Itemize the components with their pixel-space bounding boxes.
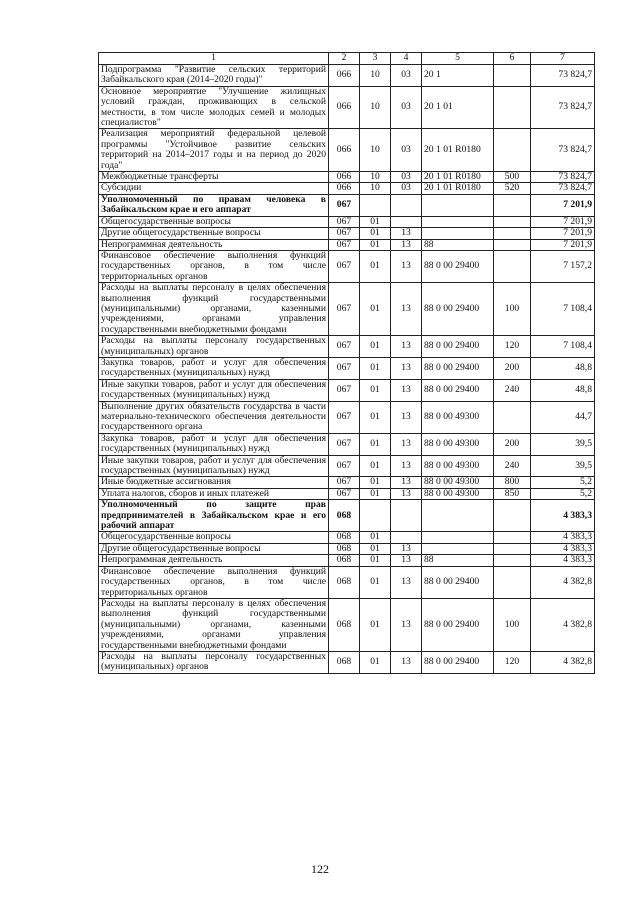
amount-cell: 39,5 bbox=[531, 433, 595, 455]
expense-type-cell: 850 bbox=[494, 488, 531, 499]
department-code-cell: 067 bbox=[329, 357, 360, 379]
table-row bbox=[99, 433, 595, 455]
subsection-code-cell: 13 bbox=[391, 239, 422, 250]
department-code-cell: 067 bbox=[329, 239, 360, 250]
department-code-cell: 068 bbox=[329, 566, 360, 598]
department-code-cell: 067 bbox=[329, 433, 360, 455]
table-row bbox=[99, 357, 595, 379]
department-code-cell: 067 bbox=[329, 283, 360, 336]
target-article-cell: 20 1 01 bbox=[422, 86, 494, 129]
budget-table bbox=[98, 52, 595, 674]
target-article-cell: 88 0 00 29400 bbox=[422, 379, 494, 401]
department-code-cell: 067 bbox=[329, 488, 360, 499]
table-row bbox=[99, 401, 595, 433]
table-row bbox=[99, 216, 595, 227]
table-row bbox=[99, 379, 595, 401]
expense-type-cell: 200 bbox=[494, 433, 531, 455]
table-row bbox=[99, 172, 595, 183]
section-code-cell: 01 bbox=[360, 433, 391, 455]
subsection-code-cell: 03 bbox=[391, 172, 422, 183]
expense-type-cell bbox=[494, 228, 531, 239]
target-article-cell bbox=[422, 532, 494, 543]
subsection-code-cell bbox=[391, 216, 422, 227]
target-article-cell bbox=[422, 543, 494, 554]
section-code-cell: 01 bbox=[360, 532, 391, 543]
expense-name-cell: Непрограммная деятельность bbox=[99, 239, 329, 250]
target-article-cell: 88 0 00 29400 bbox=[422, 336, 494, 358]
section-code-cell: 10 bbox=[360, 129, 391, 172]
amount-cell: 5,2 bbox=[531, 477, 595, 488]
expense-type-cell bbox=[494, 129, 531, 172]
amount-cell: 4 382,8 bbox=[531, 598, 595, 651]
amount-cell: 7 201,9 bbox=[531, 228, 595, 239]
department-code-cell: 067 bbox=[329, 455, 360, 477]
expense-name-cell: Реализация мероприятий федеральной целевой программы "Устойчивое развитие сельских территорий на 2014–2017 годы и на период до 2020 года" bbox=[99, 129, 329, 172]
table-row bbox=[99, 239, 595, 250]
amount-cell: 7 157,2 bbox=[531, 250, 595, 282]
expense-name-cell: Закупка товаров, работ и услуг для обеспечения государственных (муниципальных) нужд bbox=[99, 433, 329, 455]
target-article-cell bbox=[422, 216, 494, 227]
expense-name-cell: Основное мероприятие "Улучшение жилищных условий граждан, проживающих в сельской местности, в том числе молодых семей и молодых специалистов" bbox=[99, 86, 329, 129]
column-number-7: 7 bbox=[531, 53, 595, 65]
expense-type-cell bbox=[494, 543, 531, 554]
section-code-cell: 10 bbox=[360, 172, 391, 183]
target-article-cell bbox=[422, 194, 494, 216]
table-row bbox=[99, 598, 595, 651]
expense-type-cell: 200 bbox=[494, 357, 531, 379]
expense-type-cell: 100 bbox=[494, 283, 531, 336]
target-article-cell: 88 0 00 29400 bbox=[422, 598, 494, 651]
amount-cell: 4 383,3 bbox=[531, 500, 595, 532]
section-code-cell: 01 bbox=[360, 228, 391, 239]
subsection-code-cell: 03 bbox=[391, 129, 422, 172]
target-article-cell: 20 1 01 R0180 bbox=[422, 129, 494, 172]
target-article-cell: 88 0 00 29400 bbox=[422, 283, 494, 336]
expense-type-cell: 240 bbox=[494, 379, 531, 401]
subsection-code-cell: 13 bbox=[391, 566, 422, 598]
subsection-code-cell: 13 bbox=[391, 336, 422, 358]
target-article-cell: 88 0 00 49300 bbox=[422, 401, 494, 433]
expense-type-cell: 800 bbox=[494, 477, 531, 488]
amount-cell: 4 382,8 bbox=[531, 651, 595, 673]
expense-type-cell: 240 bbox=[494, 455, 531, 477]
subsection-code-cell: 13 bbox=[391, 598, 422, 651]
expense-name-cell: Выполнение других обязательств государства в части материально-технического обеспечения деятельности государственного органа bbox=[99, 401, 329, 433]
table-row bbox=[99, 455, 595, 477]
table-row bbox=[99, 543, 595, 554]
department-code-cell: 066 bbox=[329, 86, 360, 129]
amount-cell: 5,2 bbox=[531, 488, 595, 499]
target-article-cell: 20 1 01 R0180 bbox=[422, 183, 494, 194]
section-code-cell: 01 bbox=[360, 455, 391, 477]
column-number-1: 1 bbox=[99, 53, 329, 65]
expense-type-cell bbox=[494, 86, 531, 129]
amount-cell: 7 108,4 bbox=[531, 336, 595, 358]
expense-name-cell: Расходы на выплаты персоналу в целях обеспечения выполнения функций государственными (муниципальными) органами, казенными учреждениями, органами управления государственными внебюджетными фондами bbox=[99, 598, 329, 651]
section-code-cell: 01 bbox=[360, 401, 391, 433]
amount-cell: 73 824,7 bbox=[531, 129, 595, 172]
department-code-cell: 066 bbox=[329, 172, 360, 183]
expense-type-cell: 120 bbox=[494, 651, 531, 673]
expense-name-cell: Иные бюджетные ассигнования bbox=[99, 477, 329, 488]
amount-cell: 7 108,4 bbox=[531, 283, 595, 336]
amount-cell: 39,5 bbox=[531, 455, 595, 477]
amount-cell: 7 201,9 bbox=[531, 216, 595, 227]
expense-name-cell: Расходы на выплаты персоналу государственных (муниципальных) органов bbox=[99, 336, 329, 358]
amount-cell: 7 201,9 bbox=[531, 239, 595, 250]
table-row bbox=[99, 86, 595, 129]
table-row bbox=[99, 336, 595, 358]
column-number-4: 4 bbox=[391, 53, 422, 65]
table-row bbox=[99, 532, 595, 543]
department-code-cell: 067 bbox=[329, 336, 360, 358]
department-code-cell: 068 bbox=[329, 543, 360, 554]
subsection-code-cell: 03 bbox=[391, 86, 422, 129]
expense-type-cell bbox=[494, 194, 531, 216]
expense-name-cell: Подпрограмма "Развитие сельских территорий Забайкальского края (2014–2020 годы)" bbox=[99, 65, 329, 87]
subsection-code-cell: 13 bbox=[391, 401, 422, 433]
table-row bbox=[99, 183, 595, 194]
subsection-code-cell: 03 bbox=[391, 65, 422, 87]
expense-name-cell: Иные закупки товаров, работ и услуг для обеспечения государственных (муниципальных) нужд bbox=[99, 455, 329, 477]
expense-type-cell bbox=[494, 250, 531, 282]
expense-name-cell: Общегосударственные вопросы bbox=[99, 532, 329, 543]
section-code-cell bbox=[360, 194, 391, 216]
section-code-cell: 01 bbox=[360, 488, 391, 499]
department-code-cell: 067 bbox=[329, 401, 360, 433]
column-number-6: 6 bbox=[494, 53, 531, 65]
target-article-cell: 88 bbox=[422, 239, 494, 250]
subsection-code-cell: 13 bbox=[391, 379, 422, 401]
amount-cell: 44,7 bbox=[531, 401, 595, 433]
department-code-cell: 068 bbox=[329, 500, 360, 532]
amount-cell: 73 824,7 bbox=[531, 65, 595, 87]
expense-type-cell bbox=[494, 555, 531, 566]
expense-type-cell bbox=[494, 239, 531, 250]
expense-type-cell bbox=[494, 65, 531, 87]
expense-name-cell: Уполномоченный по защите прав предпринимателей в Забайкальском крае и его рабочий аппарат bbox=[99, 500, 329, 532]
target-article-cell bbox=[422, 500, 494, 532]
target-article-cell: 88 0 00 29400 bbox=[422, 566, 494, 598]
amount-cell: 48,8 bbox=[531, 357, 595, 379]
expense-name-cell: Закупка товаров, работ и услуг для обеспечения государственных (муниципальных) нужд bbox=[99, 357, 329, 379]
amount-cell: 4 383,3 bbox=[531, 555, 595, 566]
subsection-code-cell: 13 bbox=[391, 433, 422, 455]
department-code-cell: 068 bbox=[329, 532, 360, 543]
department-code-cell: 066 bbox=[329, 65, 360, 87]
section-code-cell: 10 bbox=[360, 65, 391, 87]
expense-type-cell bbox=[494, 566, 531, 598]
table-row bbox=[99, 65, 595, 87]
amount-cell: 73 824,7 bbox=[531, 172, 595, 183]
amount-cell: 7 201,9 bbox=[531, 194, 595, 216]
department-code-cell: 067 bbox=[329, 228, 360, 239]
section-code-cell bbox=[360, 500, 391, 532]
subsection-code-cell: 13 bbox=[391, 228, 422, 239]
expense-type-cell bbox=[494, 532, 531, 543]
table-row bbox=[99, 129, 595, 172]
expense-name-cell: Общегосударственные вопросы bbox=[99, 216, 329, 227]
expense-name-cell: Уполномоченный по правам человека в Забайкальском крае и его аппарат bbox=[99, 194, 329, 216]
section-code-cell: 01 bbox=[360, 336, 391, 358]
table-row bbox=[99, 283, 595, 336]
section-code-cell: 01 bbox=[360, 555, 391, 566]
section-code-cell: 01 bbox=[360, 239, 391, 250]
expense-type-cell bbox=[494, 216, 531, 227]
expense-type-cell bbox=[494, 500, 531, 532]
table-row bbox=[99, 500, 595, 532]
department-code-cell: 067 bbox=[329, 477, 360, 488]
subsection-code-cell: 13 bbox=[391, 357, 422, 379]
department-code-cell: 066 bbox=[329, 129, 360, 172]
target-article-cell: 88 0 00 49300 bbox=[422, 477, 494, 488]
subsection-code-cell: 13 bbox=[391, 455, 422, 477]
table-row bbox=[99, 566, 595, 598]
section-code-cell: 01 bbox=[360, 598, 391, 651]
subsection-code-cell: 13 bbox=[391, 651, 422, 673]
expense-name-cell: Иные закупки товаров, работ и услуг для обеспечения государственных (муниципальных) нужд bbox=[99, 379, 329, 401]
department-code-cell: 066 bbox=[329, 183, 360, 194]
section-code-cell: 10 bbox=[360, 86, 391, 129]
subsection-code-cell: 13 bbox=[391, 283, 422, 336]
amount-cell: 73 824,7 bbox=[531, 86, 595, 129]
column-number-2: 2 bbox=[329, 53, 360, 65]
subsection-code-cell: 13 bbox=[391, 477, 422, 488]
subsection-code-cell bbox=[391, 500, 422, 532]
expense-name-cell: Другие общегосударственные вопросы bbox=[99, 543, 329, 554]
expense-name-cell: Межбюджетные трансферты bbox=[99, 172, 329, 183]
table-row bbox=[99, 651, 595, 673]
page-number: 122 bbox=[311, 862, 329, 876]
department-code-cell: 068 bbox=[329, 555, 360, 566]
table-row bbox=[99, 228, 595, 239]
section-code-cell: 01 bbox=[360, 250, 391, 282]
table-row bbox=[99, 555, 595, 566]
target-article-cell: 88 0 00 49300 bbox=[422, 433, 494, 455]
expense-name-cell: Другие общегосударственные вопросы bbox=[99, 228, 329, 239]
amount-cell: 4 382,8 bbox=[531, 566, 595, 598]
subsection-code-cell: 13 bbox=[391, 543, 422, 554]
target-article-cell: 88 0 00 29400 bbox=[422, 250, 494, 282]
department-code-cell: 067 bbox=[329, 250, 360, 282]
subsection-code-cell: 13 bbox=[391, 250, 422, 282]
department-code-cell: 068 bbox=[329, 651, 360, 673]
section-code-cell: 10 bbox=[360, 183, 391, 194]
target-article-cell: 88 0 00 29400 bbox=[422, 357, 494, 379]
expense-name-cell: Уплата налогов, сборов и иных платежей bbox=[99, 488, 329, 499]
subsection-code-cell: 03 bbox=[391, 183, 422, 194]
target-article-cell: 20 1 bbox=[422, 65, 494, 87]
expense-type-cell: 500 bbox=[494, 172, 531, 183]
section-code-cell: 01 bbox=[360, 357, 391, 379]
table-header-row bbox=[99, 53, 595, 65]
column-number-3: 3 bbox=[360, 53, 391, 65]
department-code-cell: 068 bbox=[329, 598, 360, 651]
expense-name-cell: Расходы на выплаты персоналу государственных (муниципальных) органов bbox=[99, 651, 329, 673]
expense-type-cell: 100 bbox=[494, 598, 531, 651]
section-code-cell: 01 bbox=[360, 379, 391, 401]
column-number-5: 5 bbox=[422, 53, 494, 65]
table-row bbox=[99, 488, 595, 499]
amount-cell: 4 383,3 bbox=[531, 532, 595, 543]
expense-name-cell: Субсидии bbox=[99, 183, 329, 194]
amount-cell: 73 824,7 bbox=[531, 183, 595, 194]
subsection-code-cell bbox=[391, 532, 422, 543]
department-code-cell: 067 bbox=[329, 216, 360, 227]
expense-name-cell: Расходы на выплаты персоналу в целях обеспечения выполнения функций государственными (муниципальными) органами, казенными учреждениями, органами управления государственными внебюджетными фондами bbox=[99, 283, 329, 336]
table-row bbox=[99, 250, 595, 282]
expense-type-cell bbox=[494, 401, 531, 433]
section-code-cell: 01 bbox=[360, 651, 391, 673]
expense-type-cell: 520 bbox=[494, 183, 531, 194]
target-article-cell: 88 0 00 49300 bbox=[422, 455, 494, 477]
target-article-cell: 88 0 00 49300 bbox=[422, 488, 494, 499]
section-code-cell: 01 bbox=[360, 566, 391, 598]
amount-cell: 48,8 bbox=[531, 379, 595, 401]
subsection-code-cell bbox=[391, 194, 422, 216]
expense-type-cell: 120 bbox=[494, 336, 531, 358]
target-article-cell: 88 bbox=[422, 555, 494, 566]
table-row bbox=[99, 477, 595, 488]
section-code-cell: 01 bbox=[360, 477, 391, 488]
target-article-cell bbox=[422, 228, 494, 239]
department-code-cell: 067 bbox=[329, 379, 360, 401]
target-article-cell: 20 1 01 R0180 bbox=[422, 172, 494, 183]
target-article-cell: 88 0 00 29400 bbox=[422, 651, 494, 673]
expense-name-cell: Непрограммная деятельность bbox=[99, 555, 329, 566]
subsection-code-cell: 13 bbox=[391, 488, 422, 499]
section-code-cell: 01 bbox=[360, 283, 391, 336]
expense-name-cell: Финансовое обеспечение выполнения функций государственных органов, в том числе территориальных органов bbox=[99, 250, 329, 282]
section-code-cell: 01 bbox=[360, 543, 391, 554]
subsection-code-cell: 13 bbox=[391, 555, 422, 566]
amount-cell: 4 383,3 bbox=[531, 543, 595, 554]
section-code-cell: 01 bbox=[360, 216, 391, 227]
expense-name-cell: Финансовое обеспечение выполнения функций государственных органов, в том числе территориальных органов bbox=[99, 566, 329, 598]
table-row bbox=[99, 194, 595, 216]
department-code-cell: 067 bbox=[329, 194, 360, 216]
